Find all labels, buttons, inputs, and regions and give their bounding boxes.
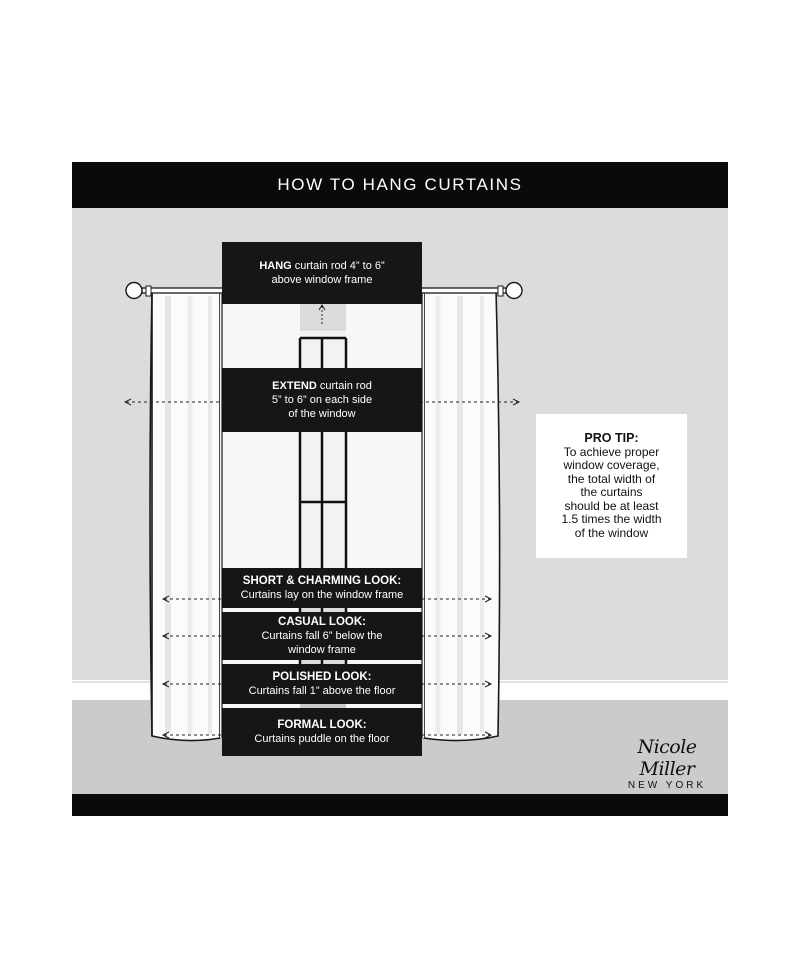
curtain-right [424,290,500,741]
look-casual-heading: CASUAL LOOK: [278,616,366,628]
brand-logo [612,736,722,791]
pro-tip-line: of the window [574,525,649,540]
extend-line-2: 5” to 6” on each side [271,394,373,406]
hang-line-1 [259,259,384,273]
footer-bar [72,794,728,816]
pro-tip-line: the total width of [567,471,656,486]
look-polished-panel [222,664,422,704]
page-title: HOW TO HANG CURTAINS [72,162,728,208]
curtain-left [150,290,220,741]
look-polished-text: Curtains fall 1” above the floor [248,685,396,697]
pro-tip-line: To achieve proper [563,444,660,459]
look-formal-heading: FORMAL LOOK: [277,719,367,731]
hang-line-2: above window frame [271,274,373,286]
pro-tip-line: should be at least [564,498,659,513]
hang-text: curtain rod 4” to 6” [291,260,385,272]
pro-tip-line: the curtains [580,485,643,499]
look-casual-text-2: window frame [288,644,356,656]
pro-tip-title: PRO TIP: [584,431,639,445]
hang-panel [222,242,422,304]
look-formal-panel [222,708,422,756]
extend-panel [222,368,422,432]
look-short-charming-panel [222,568,422,608]
look-formal-text: Curtains puddle on the floor [254,733,390,745]
brand-city: NEW YORK [627,780,707,791]
look-short-charming-heading: SHORT & CHARMING LOOK: [242,575,402,587]
pro-tip-line: window coverage, [563,458,660,472]
look-casual-text-1: Curtains fall 6” below the [261,630,383,642]
extend-line-1 [272,379,372,393]
look-polished-heading: POLISHED LOOK: [272,671,372,683]
extend-text: curtain rod [316,380,372,392]
brand-signature: Nicole Miller [637,736,697,780]
pro-tip-box [536,414,687,558]
look-short-charming-text: Curtains lay on the window frame [240,589,404,601]
extend-line-3: of the window [288,408,356,420]
pro-tip-line: 1.5 times the width [561,512,662,526]
hang-heading: HANG [259,260,292,272]
infographic-frame [72,162,728,816]
extend-heading: EXTEND [272,380,317,392]
look-casual-panel [222,612,422,660]
